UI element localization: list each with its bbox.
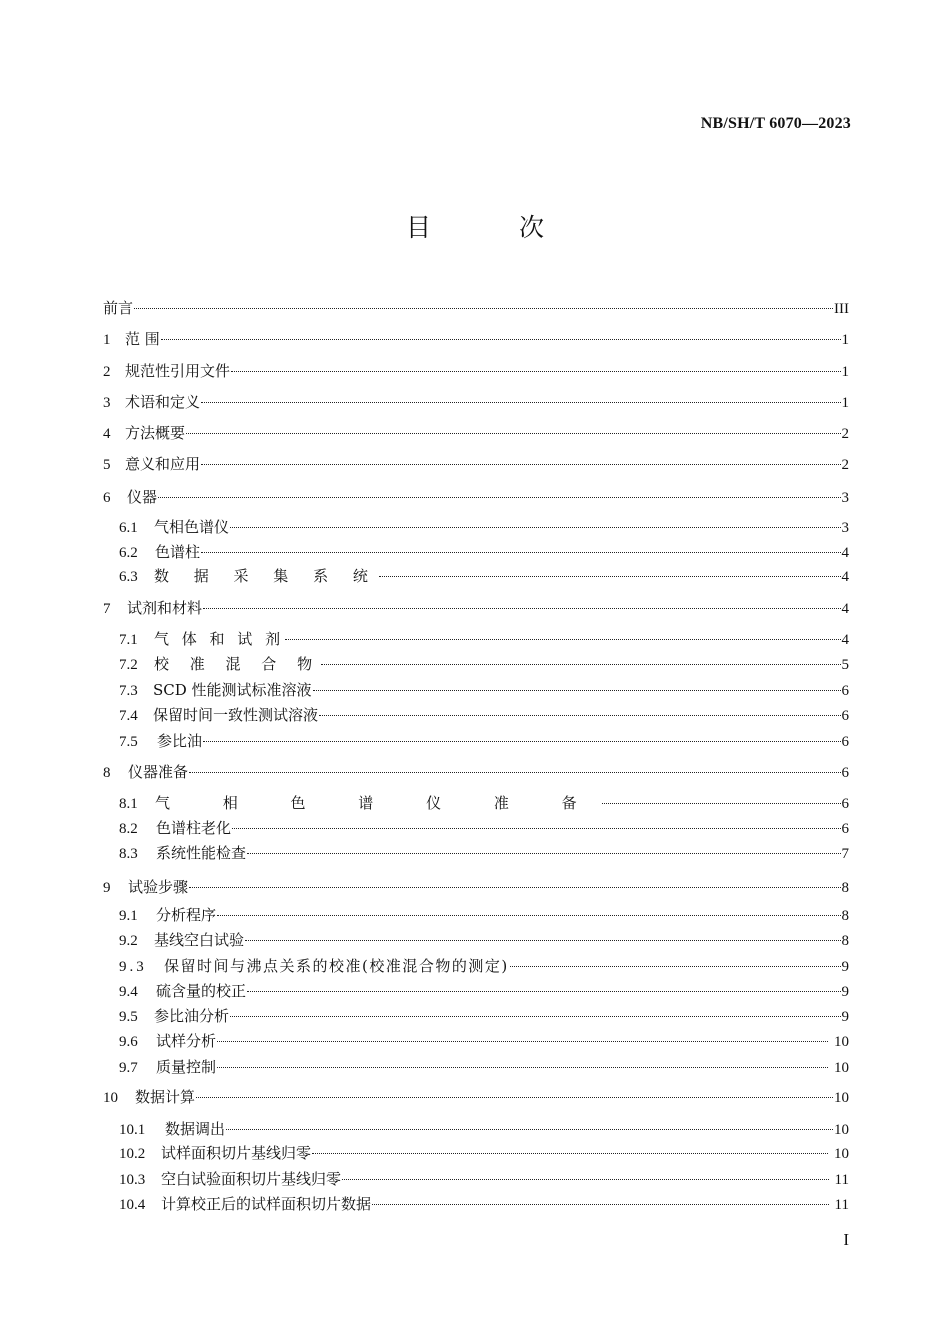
toc-entry-10[interactable] xyxy=(103,1087,849,1108)
toc-entry-7-4[interactable] xyxy=(119,705,849,726)
toc-entry-page: 11 xyxy=(834,1197,849,1213)
toc-entry-page: 3 xyxy=(841,490,849,506)
toc-entry-number: 10.3 xyxy=(119,1172,146,1188)
leader-dots xyxy=(158,497,840,498)
toc-entry-number: 10.2 xyxy=(119,1146,146,1162)
toc-entry-label: 色谱柱 xyxy=(155,543,201,561)
toc-entry-number: 7 xyxy=(103,601,111,617)
leader-dots xyxy=(189,772,840,773)
leader-dots xyxy=(372,1204,829,1205)
toc-entry-label: 保留时间一致性测试溶液 xyxy=(153,706,319,724)
toc-entry-page: 7 xyxy=(841,846,849,862)
leader-dots xyxy=(203,741,840,742)
toc-entry-label: 参比油分析 xyxy=(154,1007,230,1025)
toc-entry-number: 9.1 xyxy=(119,908,138,924)
toc-entry-label: 前言 xyxy=(103,299,134,317)
leader-dots xyxy=(201,402,840,403)
toc-entry-label: 数据调出 xyxy=(165,1120,226,1138)
leader-dots xyxy=(201,464,840,465)
toc-entry-page: 4 xyxy=(841,632,849,648)
standard-code: NB/SH/T 6070—2023 xyxy=(700,115,851,132)
toc-entry-page: 8 xyxy=(841,933,849,949)
toc-entry-page: 8 xyxy=(841,880,849,896)
toc-entry-number: 10.4 xyxy=(119,1197,146,1213)
toc-entry-4[interactable] xyxy=(103,423,849,444)
toc-entry-number: 8.3 xyxy=(119,846,138,862)
toc-entry-9-2[interactable] xyxy=(119,930,849,951)
toc-entry-label: 规范性引用文件 xyxy=(125,362,231,380)
toc-entry-page: 6 xyxy=(841,708,849,724)
toc-entry-page: 10 xyxy=(834,1122,849,1138)
page-title: 目 次 xyxy=(406,213,584,242)
toc-entry-page: 3 xyxy=(841,520,849,536)
toc-entry-label: 数 据 采 集 系 统 xyxy=(154,567,378,585)
leader-dots xyxy=(245,940,840,941)
toc-entry-label: 气相色谱仪 xyxy=(154,518,230,536)
toc-entry-page: 9 xyxy=(841,1009,849,1025)
toc-entry-number: 1 xyxy=(103,332,111,348)
toc-entry-page: 10 xyxy=(834,1146,849,1162)
toc-entry-label: 硫含量的校正 xyxy=(156,982,247,1000)
leader-dots xyxy=(313,690,841,691)
toc-entry-6[interactable] xyxy=(103,487,849,508)
toc-entry-label: 色谱柱老化 xyxy=(156,819,232,837)
leader-dots xyxy=(231,371,840,372)
toc-entry-page: 10 xyxy=(834,1060,849,1076)
toc-entry-1[interactable] xyxy=(103,329,849,350)
toc-entry-5[interactable] xyxy=(103,454,849,475)
toc-entry-number: 9.7 xyxy=(119,1060,138,1076)
toc-entry-number: 6 xyxy=(103,490,111,506)
toc-entry-8-2[interactable] xyxy=(119,818,849,839)
leader-dots xyxy=(196,1097,833,1098)
toc-entry-label: 试剂和材料 xyxy=(127,599,203,617)
leader-dots xyxy=(161,339,841,340)
toc-entry-page: III xyxy=(834,301,849,317)
leader-dots xyxy=(201,552,840,553)
toc-entry-7-2[interactable] xyxy=(119,654,849,675)
leader-dots xyxy=(203,608,840,609)
toc-entry-9[interactable] xyxy=(103,877,849,898)
toc-entry-number: 6.3 xyxy=(119,569,138,585)
toc-entry-9-5[interactable] xyxy=(119,1006,849,1027)
leader-dots xyxy=(312,1153,828,1154)
leader-dots xyxy=(189,887,840,888)
toc-entry-page: 6 xyxy=(841,734,849,750)
toc-entry-page: 10 xyxy=(834,1090,849,1106)
toc-entry-number: 6.1 xyxy=(119,520,138,536)
toc-entry-number: 7.4 xyxy=(119,708,138,724)
toc-entry-page: 1 xyxy=(841,332,849,348)
toc-entry-10-3[interactable] xyxy=(119,1169,849,1190)
toc-entry-10-4[interactable] xyxy=(119,1194,849,1215)
toc-entry-page: 6 xyxy=(841,765,849,781)
leader-dots xyxy=(226,1129,833,1130)
leader-dots xyxy=(217,915,840,916)
leader-dots xyxy=(285,639,840,640)
toc-entry-3[interactable] xyxy=(103,392,849,413)
toc-entry-page: 9 xyxy=(841,984,849,1000)
toc-entry-9-1[interactable] xyxy=(119,905,849,926)
toc-entry-number: 8 xyxy=(103,765,111,781)
page-number: I xyxy=(843,1230,849,1249)
toc-entry-2[interactable] xyxy=(103,361,849,382)
toc-entry-label: 术语和定义 xyxy=(125,393,201,411)
toc-entry-9-6[interactable] xyxy=(119,1031,849,1052)
toc-entry-7-3[interactable] xyxy=(119,680,849,701)
toc-entry-label: 试样分析 xyxy=(156,1032,217,1050)
toc-entry-page: 4 xyxy=(841,601,849,617)
toc-entry-9-7[interactable] xyxy=(119,1057,849,1078)
leader-dots xyxy=(232,828,840,829)
toc-entry-label: 计算校正后的试样面积切片数据 xyxy=(161,1195,372,1213)
toc-entry-label: 空白试验面积切片基线归零 xyxy=(161,1170,342,1188)
toc-entry-number: 9.4 xyxy=(119,984,138,1000)
leader-dots xyxy=(321,664,840,665)
toc-entry-number: 3 xyxy=(103,395,111,411)
toc-entry-label: 质量控制 xyxy=(156,1058,217,1076)
toc-entry-label: 系统性能检查 xyxy=(156,844,247,862)
leader-dots xyxy=(134,308,833,309)
toc-entry-6-2[interactable] xyxy=(119,542,849,563)
toc-entry-number: 10 xyxy=(103,1090,118,1106)
toc-entry-label: 仪器 xyxy=(127,488,158,506)
leader-dots xyxy=(342,1179,829,1180)
toc-entry-10-1[interactable] xyxy=(119,1119,849,1140)
toc-entry-page: 6 xyxy=(841,796,849,812)
toc-entry-label: 数据计算 xyxy=(135,1088,196,1106)
toc-entry-page: 6 xyxy=(841,683,849,699)
toc-entry-7-5[interactable] xyxy=(119,731,849,752)
toc-entry-8[interactable] xyxy=(103,762,849,783)
toc-entry-6-1[interactable] xyxy=(119,517,849,538)
toc-entry-number: 4 xyxy=(103,426,111,442)
toc-entry-page: 5 xyxy=(841,657,849,673)
toc-entry-number: 10.1 xyxy=(119,1122,146,1138)
toc-entry-number: 5 xyxy=(103,457,111,473)
toc-entry-label: 气 相 色 谱 仪 准 备 xyxy=(155,794,601,812)
toc-entry-number: 9.3 xyxy=(119,959,147,975)
leader-dots xyxy=(602,803,841,804)
leader-dots xyxy=(230,527,840,528)
toc-entry-9-4[interactable] xyxy=(119,981,849,1002)
toc-entry-label: 保留时间与沸点关系的校准(校准混合物的测定) xyxy=(164,957,509,975)
toc-entry-label: 分析程序 xyxy=(156,906,217,924)
toc-entry-page: 8 xyxy=(841,908,849,924)
toc-entry-page: 9 xyxy=(841,959,849,975)
toc-entry-number: 7.5 xyxy=(119,734,138,750)
toc-entry-9-3[interactable] xyxy=(119,956,849,977)
leader-dots xyxy=(247,853,840,854)
toc-entry-number: 9.2 xyxy=(119,933,138,949)
toc-entry-10-2[interactable] xyxy=(119,1143,849,1164)
toc-entry-number: 9.6 xyxy=(119,1034,138,1050)
toc-entry-label: 方法概要 xyxy=(125,424,186,442)
leader-dots xyxy=(510,966,841,967)
leader-dots xyxy=(319,715,840,716)
toc-entry-label: 范 围 xyxy=(125,330,160,348)
toc-entry-page: 1 xyxy=(841,395,849,411)
toc-entry-page: 10 xyxy=(834,1034,849,1050)
toc-entry-7-1[interactable] xyxy=(119,629,849,650)
toc-entry-page: 4 xyxy=(841,545,849,561)
toc-entry-label: 参比油 xyxy=(157,732,203,750)
toc-entry-6-3[interactable] xyxy=(119,566,849,587)
toc-entry-number: 8.1 xyxy=(119,796,138,812)
toc-entry-7[interactable] xyxy=(103,598,849,619)
toc-entry-number: 2 xyxy=(103,364,111,380)
toc-entry-8-3[interactable] xyxy=(119,843,849,864)
leader-dots xyxy=(247,991,840,992)
toc-entry-label: 气 体 和 试 剂 xyxy=(154,630,285,648)
toc-entry-page: 6 xyxy=(841,821,849,837)
toc-entry-label: 基线空白试验 xyxy=(154,931,245,949)
leader-dots xyxy=(217,1067,828,1068)
leader-dots xyxy=(379,576,841,577)
toc-entry-number: 7.1 xyxy=(119,632,138,648)
leader-dots xyxy=(217,1041,828,1042)
toc-entry-label: SCD 性能测试标准溶液 xyxy=(153,681,312,699)
toc-entry-number: 9 xyxy=(103,880,111,896)
toc-entry-page: 11 xyxy=(834,1172,849,1188)
toc-entry-label: 校 准 混 合 物 xyxy=(154,655,321,673)
toc-entry-number: 6.2 xyxy=(119,545,138,561)
toc-entry-page: 1 xyxy=(841,364,849,380)
toc-entry-label: 仪器准备 xyxy=(128,763,189,781)
leader-dots xyxy=(186,433,840,434)
toc-entry-label: 意义和应用 xyxy=(125,455,201,473)
toc-entry-number: 8.2 xyxy=(119,821,138,837)
toc-entry-page: 2 xyxy=(841,426,849,442)
toc-entry-8-1[interactable] xyxy=(119,793,849,814)
toc-entry-label: 试样面积切片基线归零 xyxy=(161,1144,312,1162)
toc-entry-number: 7.3 xyxy=(119,683,138,699)
toc-entry-page: 2 xyxy=(841,457,849,473)
toc-entry-page: 4 xyxy=(841,569,849,585)
toc-entry-number: 9.5 xyxy=(119,1009,138,1025)
toc-entry-number: 7.2 xyxy=(119,657,138,673)
toc-entry-foreword[interactable] xyxy=(103,298,849,319)
toc-entry-label: 试验步骤 xyxy=(128,878,189,896)
leader-dots xyxy=(230,1016,840,1017)
